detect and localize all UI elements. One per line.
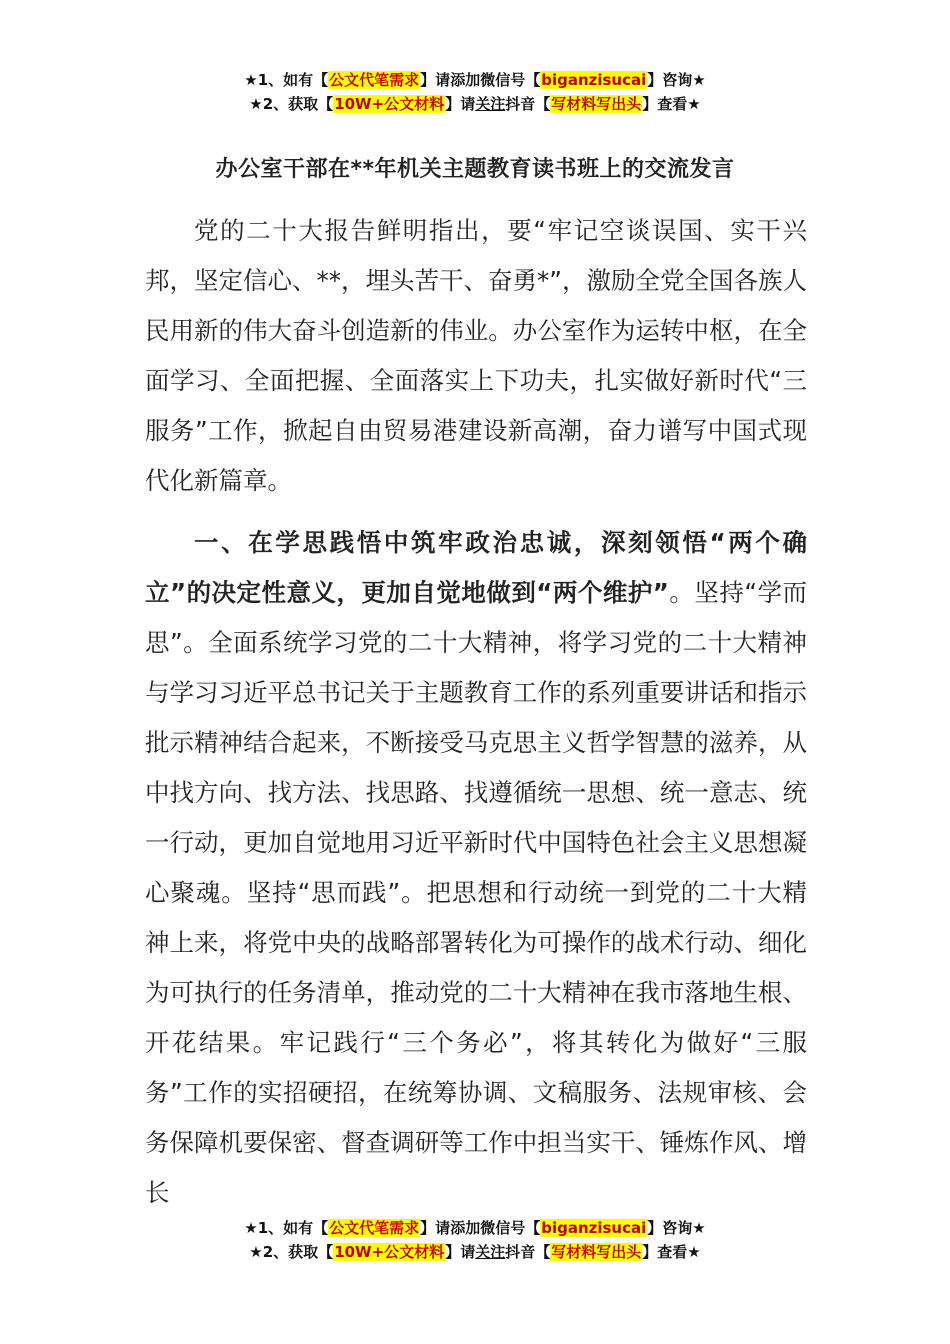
highlight-douyin: 写材料写出头 — [551, 1243, 642, 1261]
highlight-wechat-id: biganzisucai — [541, 1219, 647, 1237]
highlight-wechat-id: biganzisucai — [541, 71, 647, 89]
section-heading: 一、在学思践悟中筑牢政治忠诚，深刻领悟“两个确立”的决定性意义，更加自觉地做到“两个维护” — [145, 528, 807, 607]
highlight-service: 公文代笔需求 — [329, 71, 420, 89]
promo-line-1: ★1、如有【公文代笔需求】请添加微信号【biganzisucai】咨询★ — [244, 71, 706, 89]
highlight-materials: 10W+公文材料 — [334, 1243, 445, 1261]
paragraph-intro: 党的二十大报告鲜明指出，要“牢记空谈误国、实干兴邦，坚定信心、**，埋头苦干、奋勇*”，激励全党全国各族人民用新的伟大奋斗创造新的伟业。办公室作为运转中枢，在全面学习、全面把握、全面落实上下功夫，扎实做好新时代“三服务”工作，掀起自由贸易港建设新高潮，奋力谱写中国式现代化新篇章。 — [145, 216, 807, 495]
highlight-douyin: 写材料写出头 — [551, 95, 642, 113]
document-body — [145, 206, 807, 1218]
highlight-materials: 10W+公文材料 — [334, 95, 445, 113]
highlight-service: 公文代笔需求 — [329, 1219, 420, 1237]
paragraph-section-1 — [145, 518, 807, 1218]
section-body: 。坚持“学而思”。全面系统学习党的二十大精神，将学习党的二十大精神与学习习近平总书记关于主题教育工作的系列重要讲话和指示批示精神结合起来，不断接受马克思主义哲学智慧的滋养，从中找方向、找方法、找思路、找遵循统一思想、统一意志、统一行动，更加自觉地用习近平新时代中国特色社会主义思想凝心聚魂。坚持“思而践”。把思想和行动统一到党的二十大精神上来，将党中央的战略部署转化为可操作的战术行动、细化为可执行的任务清单，推动党的二十大精神在我市落地生根、开花结果。牢记践行“三个务必”，将其转化为做好“三服务”工作的实招硬招，在统筹协调、文稿服务、法规审核、会务保障机要保密、督查调研等工作中担当实干、锤炼作风、增长 — [145, 578, 807, 1207]
promo-line-1: ★1、如有【公文代笔需求】请添加微信号【biganzisucai】咨询★ — [244, 1219, 706, 1237]
promo-banner-top — [0, 68, 950, 116]
promo-line-2: ★2、获取【10W+公文材料】请关注抖音【写材料写出头】查看★ — [249, 1243, 701, 1261]
document-title: 办公室干部在**年机关主题教育读书班上的交流发言 — [215, 157, 735, 182]
promo-line-2: ★2、获取【10W+公文材料】请关注抖音【写材料写出头】查看★ — [249, 95, 701, 113]
promo-banner-bottom — [0, 1216, 950, 1264]
